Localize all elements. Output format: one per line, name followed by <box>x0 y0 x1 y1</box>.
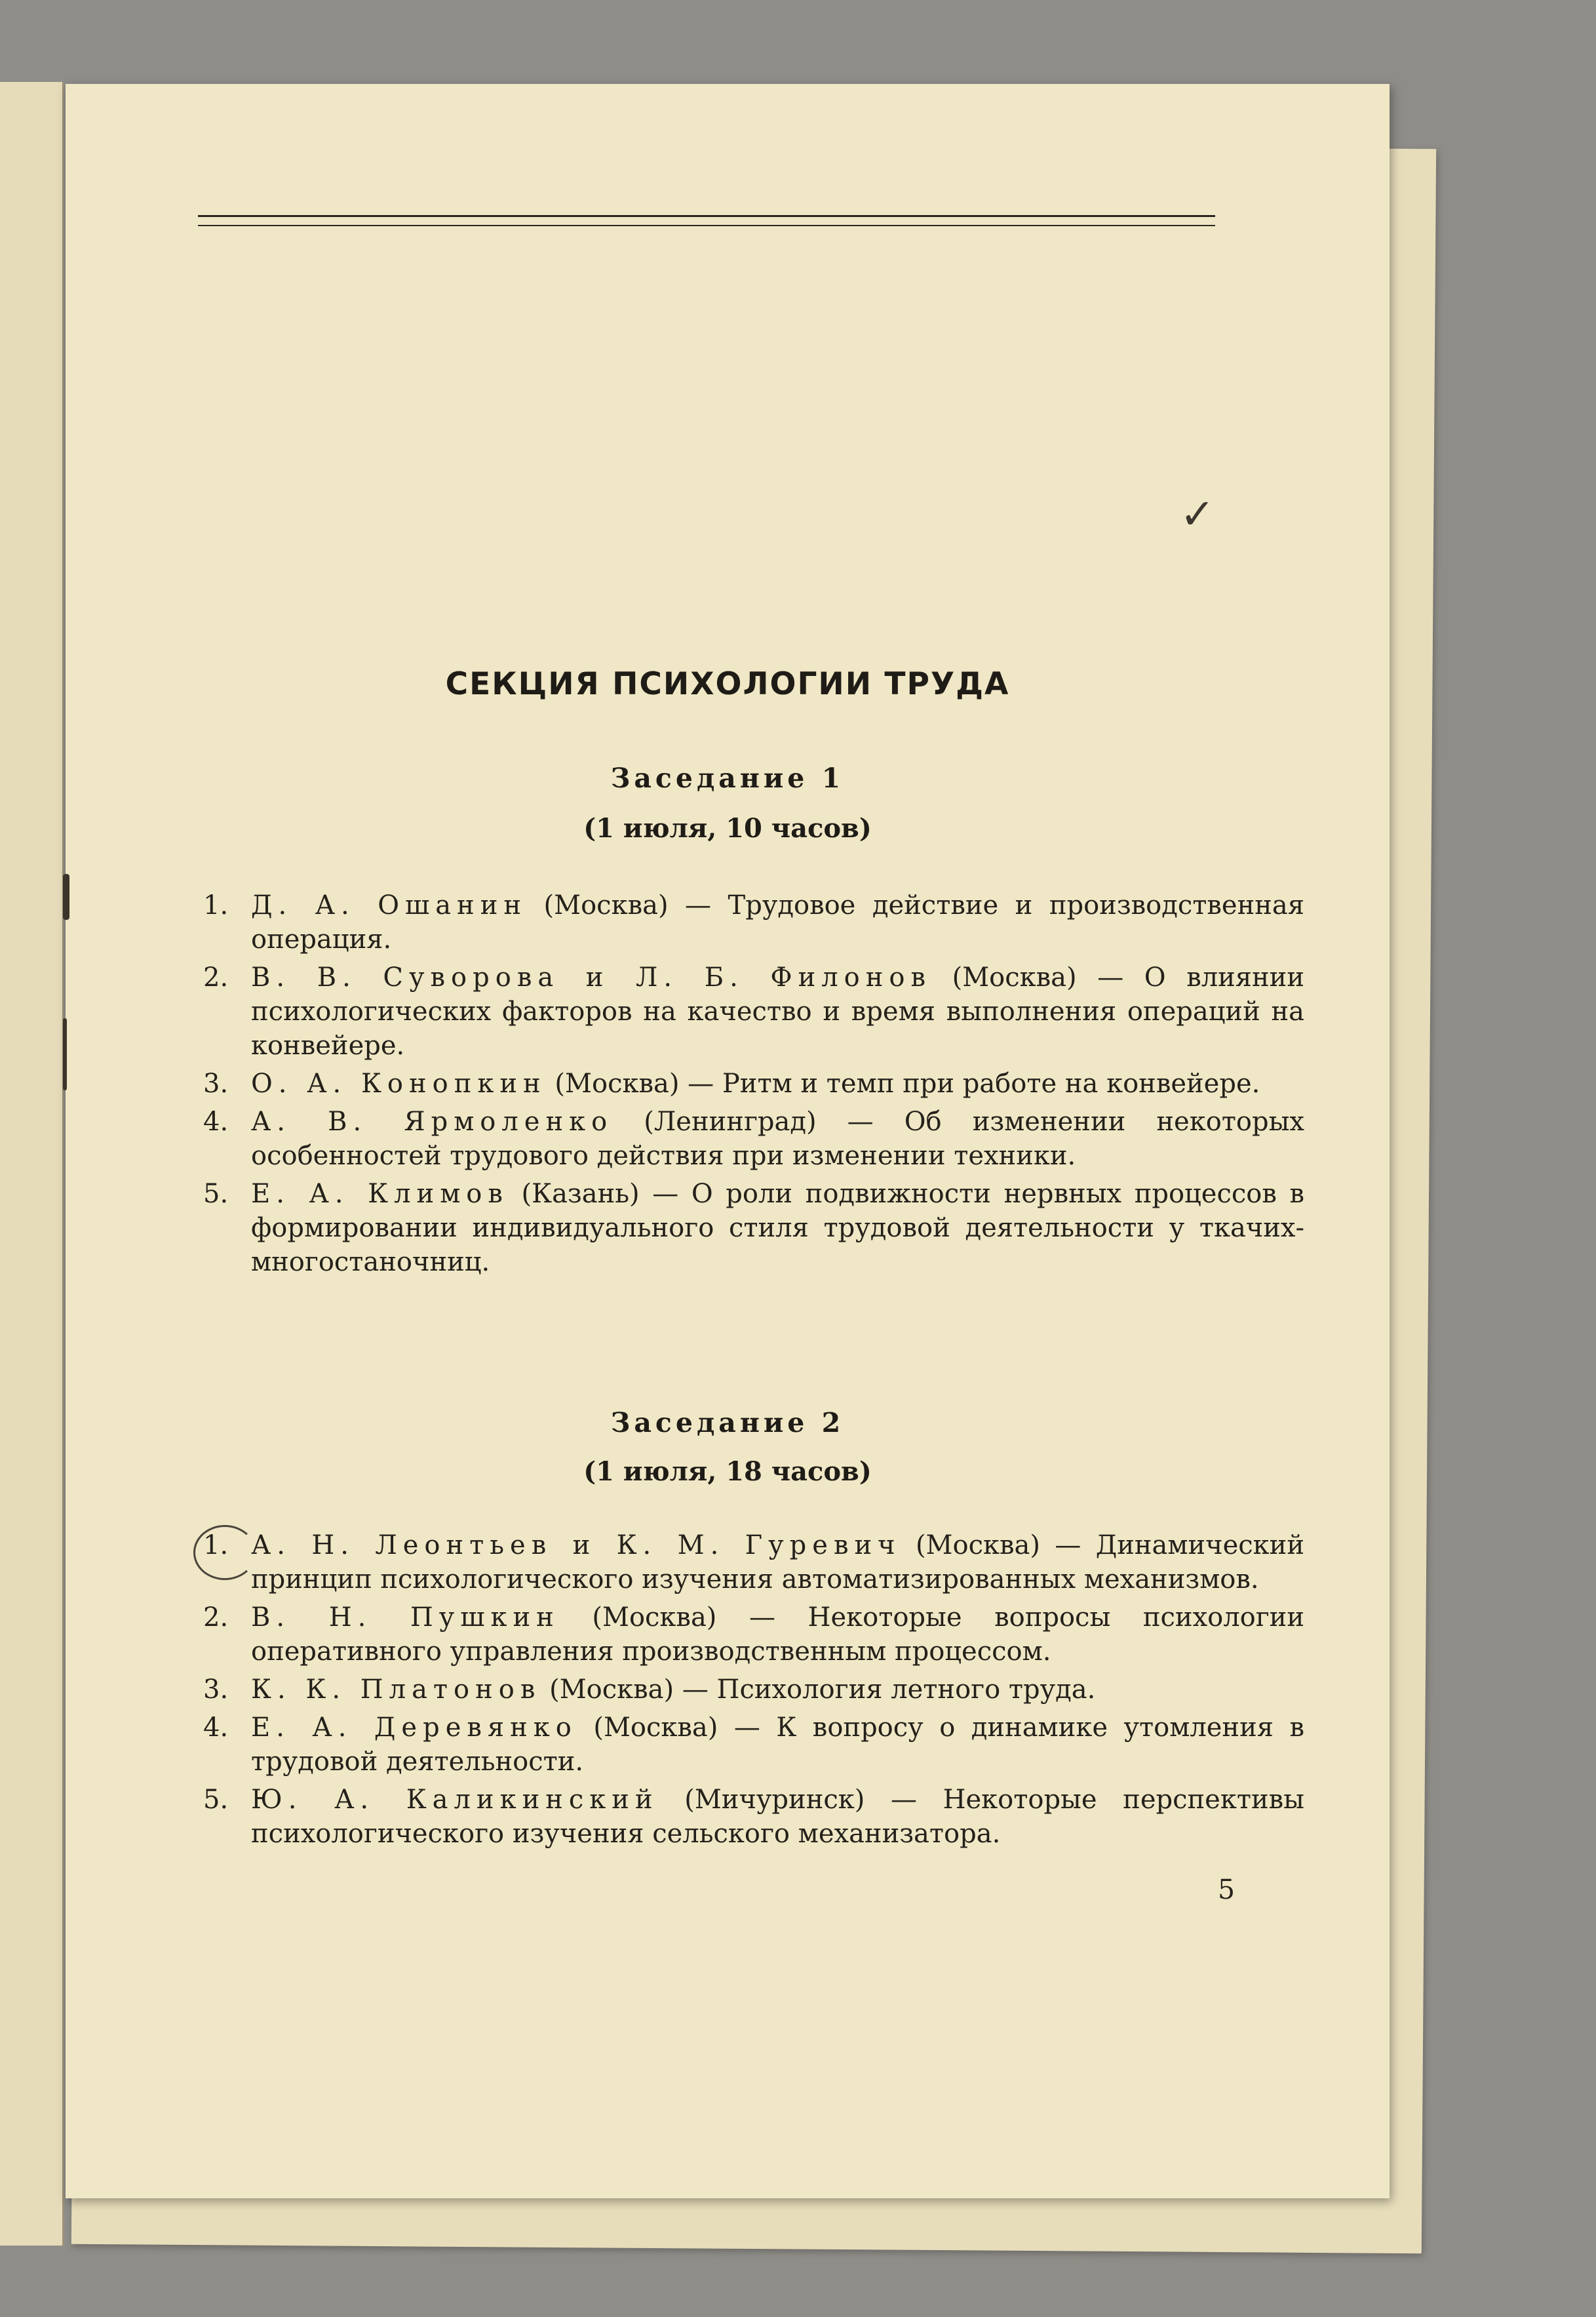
item-text: (Москва) — Динамический принцип психологического изучения автоматизированных механизмов. <box>251 1530 1304 1594</box>
item-text: (Москва) — Трудовое действие и производственная операция. <box>251 890 1305 955</box>
item-author: А. В. Ярмоленко <box>251 1107 613 1137</box>
item-author: О. А. Конопкин <box>251 1069 547 1099</box>
list-item <box>203 1067 1304 1101</box>
staple-mark <box>63 874 69 920</box>
item-author: Ю. А. Каликинский <box>251 1785 659 1815</box>
item-author: Д. А. Ошанин <box>251 890 528 921</box>
staple-mark <box>63 1018 67 1090</box>
item-author: В. Н. Пушкин <box>251 1602 560 1633</box>
item-author: В. В. Суворова и Л. Б. Филонов <box>251 962 932 993</box>
item-number: 4. <box>203 1107 229 1137</box>
item-number: 4. <box>203 1713 229 1743</box>
item-number: 5. <box>203 1179 229 1209</box>
item-number: 2. <box>203 1602 229 1633</box>
session-1-date: (1 июля, 10 часов) <box>583 813 872 844</box>
list-item <box>203 960 1304 1063</box>
item-text: (Москва) — О влиянии психологических факторов на качество и время выполнения операций на конвейере. <box>251 962 1304 1061</box>
page-number: 5 <box>1218 1874 1236 1905</box>
item-number: 1. <box>203 1530 229 1560</box>
list-item <box>203 888 1304 957</box>
item-author: Е. А. Деревянко <box>251 1713 577 1743</box>
session-2-title: Заседание 2 <box>610 1407 845 1438</box>
document-page <box>66 84 1390 2198</box>
item-author: К. К. Платонов <box>251 1674 541 1705</box>
session-2-date: (1 июля, 18 часов) <box>583 1456 872 1487</box>
item-text: (Москва) — Ритм и темп при работе на конвейере. <box>546 1069 1260 1099</box>
item-number: 1. <box>203 890 229 921</box>
list-item <box>203 1105 1304 1173</box>
item-number: 2. <box>203 962 229 993</box>
item-text: (Казань) — О роли подвижности нервных процессов в формировании индивидуального стиля трудовой деятельности у ткачих-многостаночниц. <box>251 1179 1304 1277</box>
item-author: Е. А. Климов <box>251 1179 509 1209</box>
section-title: СЕКЦИЯ ПСИХОЛОГИИ ТРУДА <box>445 666 1010 702</box>
list-item <box>203 1673 1304 1707</box>
item-number: 3. <box>203 1069 229 1099</box>
list-item <box>203 1711 1304 1779</box>
session-2-list <box>203 1528 1304 1855</box>
top-rule <box>198 215 1215 217</box>
item-text: (Москва) — Психология летного труда. <box>541 1674 1096 1705</box>
session-1-list <box>203 888 1304 1283</box>
item-author: А. Н. Леонтьев и К. М. Гуревич <box>251 1530 901 1560</box>
item-text: (Ленинград) — Об изменении некоторых особенностей трудового действия при изменении техники. <box>251 1107 1304 1171</box>
list-item <box>203 1783 1304 1851</box>
list-item <box>203 1528 1304 1596</box>
item-text: (Москва) — Некоторые вопросы психологии оперативного управления производственным процессом. <box>251 1602 1305 1667</box>
list-item <box>203 1177 1304 1279</box>
pencil-tick-mark: ✓ <box>1180 490 1215 539</box>
top-rule-thin <box>198 225 1215 226</box>
item-number: 5. <box>203 1785 229 1815</box>
facing-page-edge <box>0 82 64 2246</box>
item-text: (Москва) — К вопросу о динамике утомления в трудовой деятельности. <box>251 1713 1304 1777</box>
item-text: (Мичуринск) — Некоторые перспективы психологического изучения сельского механизатора. <box>251 1785 1304 1849</box>
session-1-title: Заседание 1 <box>610 762 845 794</box>
list-item <box>203 1600 1304 1669</box>
item-number: 3. <box>203 1674 229 1705</box>
